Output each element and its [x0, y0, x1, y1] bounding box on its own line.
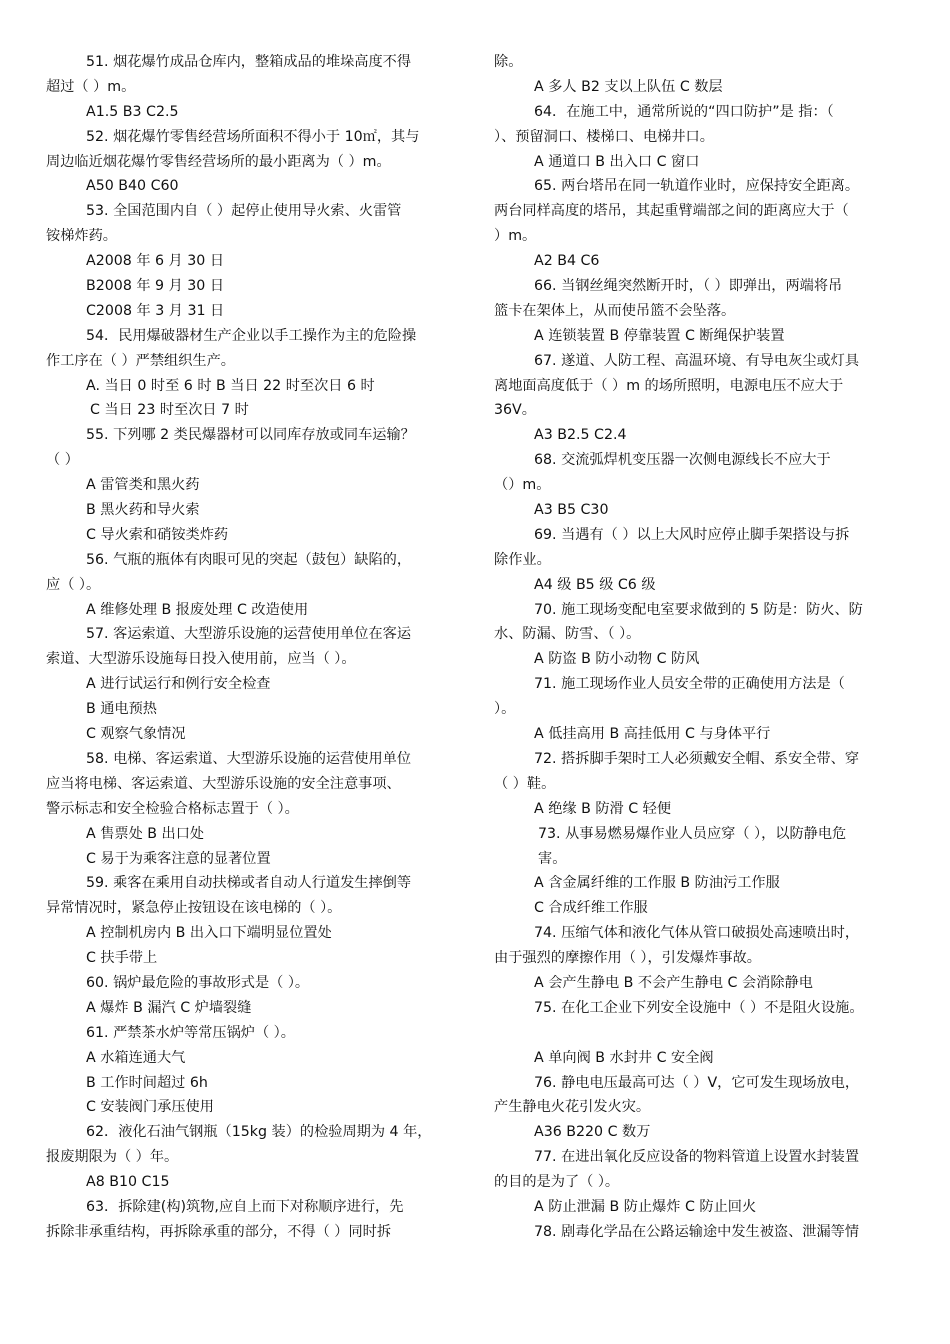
right-line: 64．在施工中，通常所说的“四口防护”是 指：（	[534, 103, 834, 120]
right-column	[494, 50, 914, 1245]
left-line: A. 当日 0 时至 6 时 B 当日 22 时至次日 6 时	[86, 377, 375, 394]
right-line	[494, 1021, 914, 1046]
left-line: 应（ ）。	[46, 576, 101, 593]
left-line: A 雷管类和黑火药	[86, 477, 200, 494]
right-line: 70. 施工现场变配电室要求做到的 5 防是：防火、防	[534, 601, 863, 618]
left-line: 报废期限为（ ）年。	[46, 1149, 179, 1166]
right-line: 产生静电火花引发火灾。	[494, 1099, 651, 1116]
right-line: 65. 两台塔吊在同一轨道作业时，应保持安全距离。	[534, 178, 860, 195]
left-line: 54．民用爆破器材生产企业以手工操作为主的危险操	[86, 327, 417, 344]
left-column	[46, 50, 464, 1245]
right-line: 67. 遂道、人防工程、高温环境、有导电灰尘或灯具	[534, 352, 860, 369]
right-line: A 低挂高用 B 高挂低用 C 与身体平行	[534, 726, 771, 743]
left-line: 63．拆除建(构)筑物,应自上而下对称顺序进行，先	[86, 1198, 404, 1215]
left-line: （ ）	[46, 452, 79, 469]
left-line: C 导火索和硝铵类炸药	[86, 526, 229, 543]
right-line: A 单向阀 B 水封井 C 安全阀	[534, 1049, 714, 1066]
left-line: B 通电预热	[86, 701, 157, 718]
left-line: 56. 气瓶的瓶体有肉眼可见的突起（鼓包）缺陷的，	[86, 551, 412, 568]
right-line: 除作业。	[494, 551, 551, 568]
right-line: A 防止泄漏 B 防止爆炸 C 防止回火	[534, 1198, 757, 1215]
right-line: A36 B220 C 数万	[534, 1124, 651, 1141]
right-line: A 会产生静电 B 不会产生静电 C 会消除静电	[534, 974, 813, 991]
left-line: A 进行试运行和例行安全检查	[86, 676, 271, 693]
right-line: A 连锁装置 B 停靠装置 C 断绳保护装置	[534, 327, 785, 344]
left-line: 拆除非承重结构，再拆除承重的部分，不得（ ）同时拆	[46, 1223, 392, 1240]
left-line: 57. 客运索道、大型游乐设施的运营使用单位在客运	[86, 626, 412, 643]
right-line: （ ）鞋。	[494, 775, 556, 792]
right-line: 水、防漏、防雪、（ ）。	[494, 626, 641, 643]
right-line: A3 B2.5 C2.4	[534, 427, 627, 444]
right-line: 71. 施工现场作业人员安全带的正确使用方法是（	[534, 676, 845, 693]
left-line: A 售票处 B 出口处	[86, 825, 205, 842]
right-line: 76. 静电电压最高可达（ ）V，它可发生现场放电，	[534, 1074, 860, 1091]
left-line: 警示标志和安全检验合格标志置于（ ）。	[46, 800, 299, 817]
left-line: 60. 锅炉最危险的事故形式是（ ）。	[86, 974, 310, 991]
left-line: A8 B10 C15	[86, 1174, 170, 1191]
left-line: C2008 年 3 月 31 日	[86, 302, 225, 319]
right-line: A 多人 B2 支以上队伍 C 数层	[534, 78, 723, 95]
right-line: 77. 在进出氧化反应设备的物料管道上设置水封装置	[534, 1149, 860, 1166]
right-line: 74. 压缩气体和液化气体从管口破损处高速喷出时，	[534, 925, 860, 942]
left-line: 61. 严禁茶水炉等常压锅炉（ ）。	[86, 1024, 295, 1041]
left-line: 59. 乘客在乘用自动扶梯或者自动人行道发生摔倒等	[86, 875, 412, 892]
left-line: 超过（ ）m。	[46, 78, 136, 95]
left-line: C 安装阀门承压使用	[86, 1099, 214, 1116]
left-line: A 维修处理 B 报废处理 C 改造使用	[86, 601, 309, 618]
left-line: 58. 电梯、客运索道、大型游乐设施的运营使用单位	[86, 750, 412, 767]
right-line: 73. 从事易燃易爆作业人员应穿（ ），以防静电危	[538, 825, 847, 842]
right-line: A 含金属纤维的工作服 B 防油污工作服	[534, 875, 780, 892]
left-line: 作工序在（ ）严禁组织生产。	[46, 352, 235, 369]
right-line: ）、预留洞口、楼梯口、电梯井口。	[494, 128, 714, 145]
left-line: A50 B40 C60	[86, 178, 179, 195]
left-line: 52. 烟花爆竹零售经营场所面积不得小于 10㎡，其与	[86, 128, 420, 145]
left-line: 铵梯炸药。	[46, 228, 117, 245]
right-line: A2 B4 C6	[534, 253, 600, 270]
left-line: 53. 全国范围内自（ ）起停止使用导火索、火雷管	[86, 203, 402, 220]
right-line: 36V。	[494, 402, 536, 419]
left-line: B2008 年 9 月 30 日	[86, 278, 225, 295]
right-line: 72. 搭拆脚手架时工人必须戴安全帽、系安全带、穿	[534, 750, 860, 767]
left-line: A1.5 B3 C2.5	[86, 103, 179, 120]
right-line: 离地面高度低于（ ）m 的场所照明，电源电压不应大于	[494, 377, 844, 394]
right-line: 害。	[538, 850, 567, 867]
right-line: （）m。	[494, 477, 551, 494]
right-line: 篮卡在架体上，从而使吊篮不会坠落。	[494, 302, 736, 319]
right-line: ）m。	[494, 228, 537, 245]
right-line: 75. 在化工企业下列安全设施中（ ）不是阻火设施。	[534, 999, 864, 1016]
right-line: A4 级 B5 级 C6 级	[534, 576, 656, 593]
left-line: 51. 烟花爆竹成品仓库内，整箱成品的堆垛高度不得	[86, 54, 412, 70]
left-line: A 水箱连通大气	[86, 1049, 186, 1066]
left-line: C 观察气象情况	[86, 726, 186, 743]
left-line: 异常情况时，紧急停止按钮设在该电梯的（ ）。	[46, 900, 342, 917]
right-line: 由于强烈的摩擦作用（ ），引发爆炸事故。	[494, 950, 761, 967]
right-line: ）。	[494, 701, 516, 718]
left-line: 索道、大型游乐设施每日投入使用前，应当（ ）。	[46, 651, 356, 668]
left-line: C 扶手带上	[86, 950, 158, 967]
left-line: 应当将电梯、客运索道、大型游乐设施的安全注意事项、	[46, 775, 401, 792]
right-line: C 合成纤维工作服	[534, 900, 648, 917]
left-line: C 易于为乘客注意的显著位置	[86, 850, 271, 867]
right-line: A 绝缘 B 防滑 C 轻便	[534, 800, 672, 817]
left-line: 周边临近烟花爆竹零售经营场所的最小距离为（ ）m。	[46, 153, 391, 170]
right-line: 两台同样高度的塔吊，其起重臂端部之间的距离应大于（	[494, 203, 849, 220]
left-line: B 黑火药和导火索	[86, 502, 200, 519]
right-line: A3 B5 C30	[534, 502, 609, 519]
left-line: C 当日 23 时至次日 7 时	[90, 402, 249, 419]
right-line: A 通道口 B 出入口 C 窗口	[534, 153, 700, 170]
left-line: 62．液化石油气钢瓶（15kg 装）的检验周期为 4 年，	[86, 1124, 432, 1141]
left-line: 55. 下列哪 2 类民爆器材可以同库存放或同车运输？	[86, 427, 415, 444]
right-line: 78. 剧毒化学品在公路运输途中发生被盗、泄漏等情	[534, 1223, 860, 1240]
right-line: 68. 交流弧焊机变压器一次侧电源线长不应大于	[534, 452, 831, 469]
left-line: A2008 年 6 月 30 日	[86, 253, 225, 270]
left-line: A 爆炸 B 漏汽 C 炉墙裂缝	[86, 999, 252, 1016]
left-line: B 工作时间超过 6h	[86, 1074, 208, 1091]
right-line: 69. 当遇有（ ）以上大风时应停止脚手架搭设与拆	[534, 526, 850, 543]
right-line: 的目的是为了（ ）。	[494, 1174, 620, 1191]
left-line: A 控制机房内 B 出入口下端明显位置处	[86, 925, 332, 942]
right-line: 除。	[494, 54, 523, 70]
right-line: 66. 当钢丝绳突然断开时，（ ）即弹出，两端将吊	[534, 278, 843, 295]
right-line: A 防盗 B 防小动物 C 防风	[534, 651, 700, 668]
